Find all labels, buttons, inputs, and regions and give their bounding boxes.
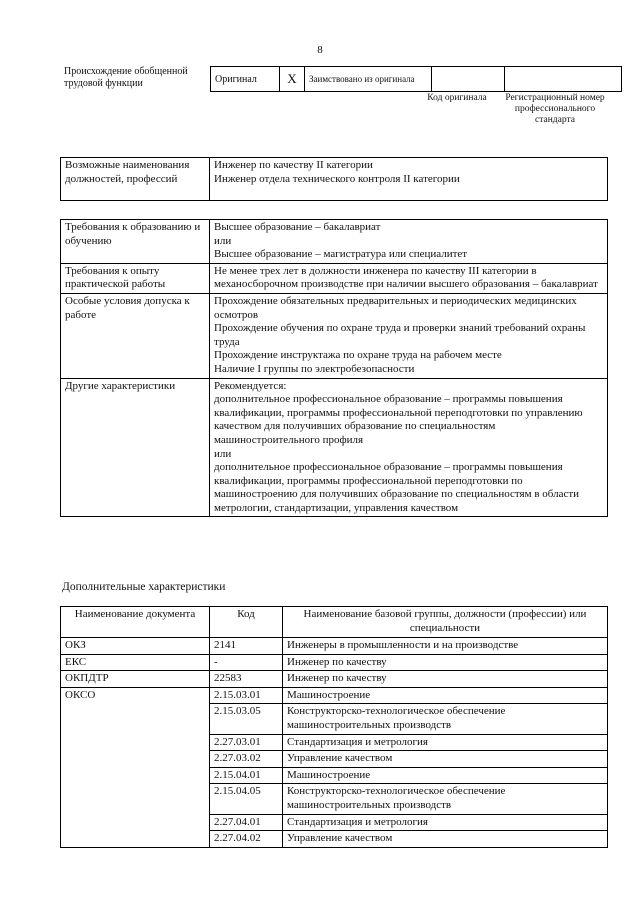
specialty-cell: Конструкторско-технологическое обеспечение машиностроительных производств <box>283 784 608 814</box>
requirement-line: дополнительное профессиональное образование – программы повышения квалификации, программы профессиональной переподготовки по машиностроению для получивших образование по специальностям в области метрологии, стандартизации, управления качеством <box>214 461 580 514</box>
specialty-cell: Конструкторско-технологическое обеспечение машиностроительных производств <box>283 704 608 734</box>
reg-number-cell <box>505 67 622 92</box>
requirements-table <box>60 219 608 517</box>
original-label: Оригинал <box>215 73 257 85</box>
requirement-values <box>210 293 608 378</box>
table-row <box>61 687 608 704</box>
specialty-cell: Инженеры в промышленности и на производстве <box>283 638 608 655</box>
requirement-line: Прохождение обязательных предварительных и периодических медицинских осмотров <box>214 294 577 321</box>
code-cell: 22583 <box>210 671 283 688</box>
requirement-values <box>210 263 608 293</box>
document-name-cell: ЕКС <box>61 654 210 671</box>
position-title: Инженер по качеству II категории <box>214 159 373 171</box>
requirement-line: или <box>214 234 232 247</box>
document-name-cell: ОКСО <box>61 687 210 847</box>
table-row <box>61 654 608 671</box>
requirement-line: дополнительное профессиональное образование – программы повышения квалификации, программы профессиональной переподготовки по управлению качеством для получивших образование по специальностям машиностроительного профиля <box>214 393 583 446</box>
table-row <box>61 263 608 293</box>
column-header: Наименование документа <box>61 607 210 638</box>
requirement-line: Не менее трех лет в должности инженера по качеству III категории в механосборочном производстве при наличии высшего образования – бакалавриат <box>214 264 598 291</box>
positions-values <box>210 158 608 201</box>
code-cell: - <box>210 654 283 671</box>
original-code-cell <box>432 67 505 92</box>
requirement-line: Прохождение обучения по охране труда и проверки знаний требований охраны труда <box>214 322 586 348</box>
table-row <box>61 293 608 378</box>
specialty-cell: Машиностроение <box>283 687 608 704</box>
original-mark: X <box>280 67 305 92</box>
code-cell: 2.15.03.05 <box>210 704 283 734</box>
requirement-line: или <box>214 447 232 460</box>
specialty-cell: Управление качеством <box>283 831 608 848</box>
code-cell: 2.15.04.05 <box>210 784 283 814</box>
code-caption: Код оригинала <box>427 93 487 103</box>
original-cell <box>211 67 280 92</box>
code-cell: 2.27.03.02 <box>210 751 283 768</box>
page-number: 8 <box>317 44 323 56</box>
specialty-cell: Стандартизация и метрология <box>283 734 608 751</box>
requirement-line: Прохождение инструктажа по охране труда на рабочем месте <box>214 349 502 362</box>
positions-label: Возможные наименования должностей, профессий <box>61 158 210 201</box>
header-row <box>61 607 608 638</box>
specialty-cell: Стандартизация и метрология <box>283 814 608 831</box>
reg-caption: Регистрационный номер профессионального стандарта <box>505 93 605 125</box>
requirement-label: Требования к образованию и обучению <box>61 220 210 264</box>
specialty-cell: Управление качеством <box>283 751 608 768</box>
requirement-line: Высшее образование – магистратура или специалитет <box>214 248 468 261</box>
additional-table <box>60 606 608 848</box>
position-title: Инженер отдела технического контроля II категории <box>214 172 460 185</box>
requirement-values <box>210 220 608 264</box>
column-header: Наименование базовой группы, должности (профессии) или специальности <box>283 607 608 638</box>
specialty-cell: Машиностроение <box>283 767 608 784</box>
requirement-line: Наличие I группы по электробезопасности <box>214 362 415 375</box>
borrowed-label: Заимствовано из оригинала <box>305 67 432 92</box>
column-header: Код <box>210 607 283 638</box>
requirement-values <box>210 378 608 517</box>
requirement-line: Высшее образование – бакалавриат <box>214 221 381 233</box>
requirement-label: Особые условия допуска к работе <box>61 293 210 378</box>
positions-table <box>60 157 608 201</box>
table-row <box>61 220 608 264</box>
specialty-cell: Инженер по качеству <box>283 671 608 688</box>
origin-label: Происхождение обобщенной трудовой функции <box>64 66 188 89</box>
specialty-cell: Инженер по качеству <box>283 654 608 671</box>
additional-title: Дополнительные характеристики <box>62 581 226 593</box>
table-row <box>61 638 608 655</box>
origin-table <box>210 66 622 92</box>
code-cell: 2.15.04.01 <box>210 767 283 784</box>
document-name-cell: ОКПДТР <box>61 671 210 688</box>
code-cell: 2.27.04.02 <box>210 831 283 848</box>
additional-body <box>61 638 608 848</box>
code-cell: 2.27.04.01 <box>210 814 283 831</box>
code-cell: 2141 <box>210 638 283 655</box>
requirement-label: Другие характеристики <box>61 378 210 517</box>
table-row <box>61 378 608 517</box>
code-cell: 2.15.03.01 <box>210 687 283 704</box>
code-cell: 2.27.03.01 <box>210 734 283 751</box>
requirement-line: Рекомендуется: <box>214 379 287 392</box>
requirement-label: Требования к опыту практической работы <box>61 263 210 293</box>
document-name-cell: ОКЗ <box>61 638 210 655</box>
table-row <box>61 671 608 688</box>
